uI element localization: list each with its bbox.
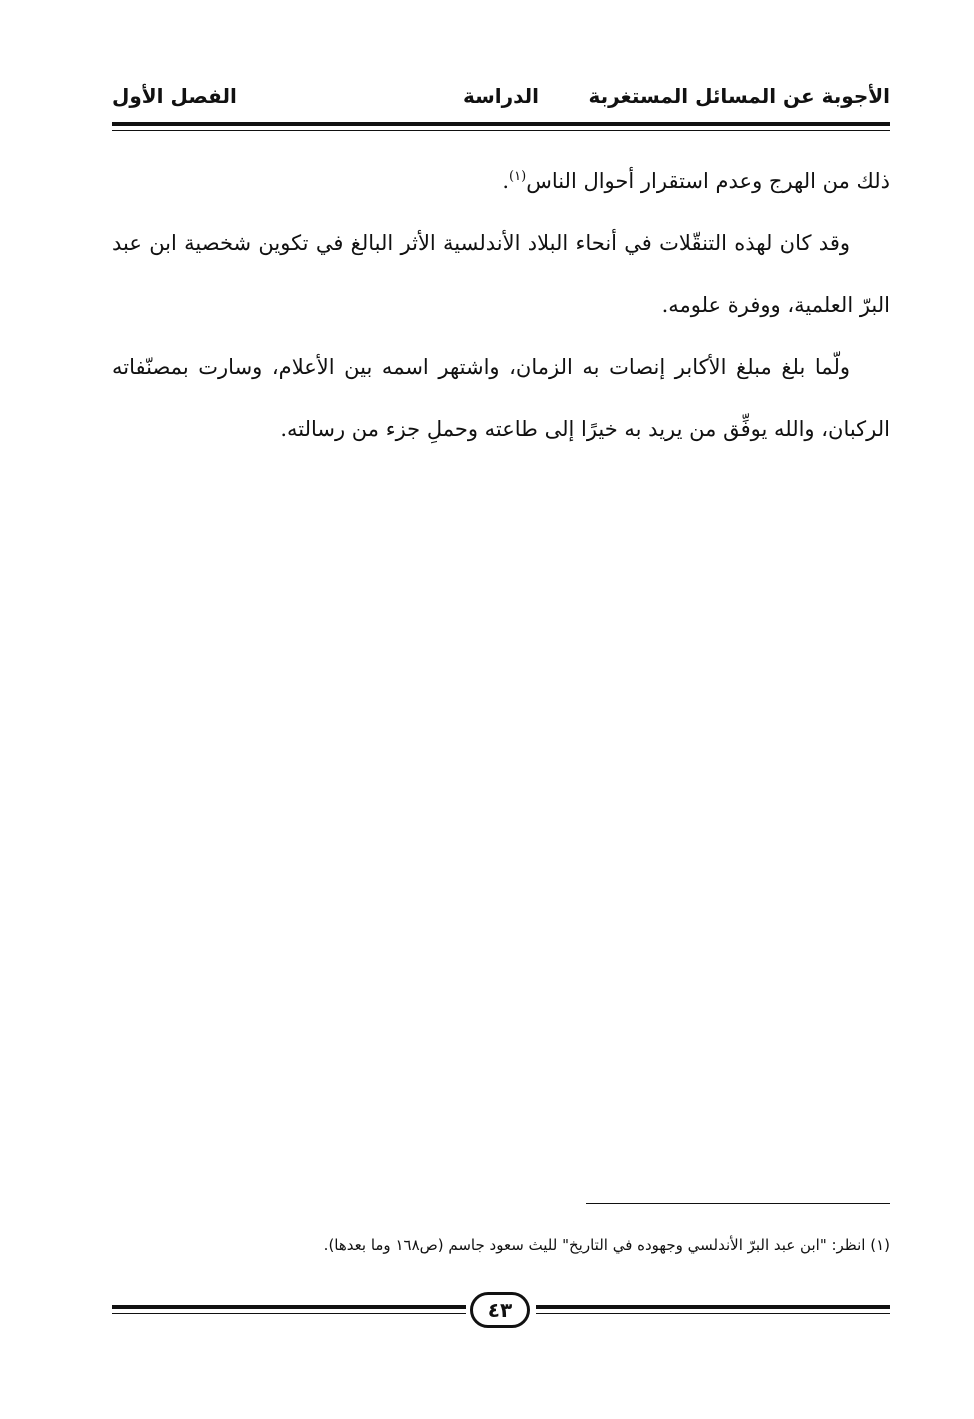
footer-rule-right-thick: [536, 1305, 890, 1309]
footer-rule-left-thin: [112, 1313, 466, 1314]
footer-rule-right-thin: [536, 1313, 890, 1314]
paragraph-2: وقد كان لهذه التنقّلات في أنحاء البلاد الأندلسية الأثر البالغ في تكوين شخصية ابن عبد البرّ العلمية، ووفرة علومه.: [112, 231, 890, 317]
main-text: [112, 150, 890, 460]
paragraph-3: ولّما بلغ مبلغ الأكابر إنصات به الزمان، واشتهر اسمه بين الأعلام، وسارت بمصنّفاته الركبان، والله يوفِّق من يريد به خيرًا إلى طاعته وحملِ جزء من رسالته.: [112, 355, 890, 441]
header-section-title: الدراسة: [462, 84, 540, 108]
footnote-separator: [586, 1203, 890, 1204]
header-rule-thin: [112, 130, 890, 131]
header-chapter-title: الفصل الأول: [112, 84, 237, 108]
header-rule-thick: [112, 122, 890, 126]
paragraph-1: [112, 150, 890, 212]
paragraph-1-text: ذلك من الهرج وعدم استقرار أحوال الناس: [526, 169, 890, 193]
footnote-reference[interactable]: (١): [509, 169, 527, 184]
footnote-1: (١) انظر: "ابن عبد البرّ الأندلسي وجهوده في التاريخ" لليث سعود جاسم (ص١٦٨ وما بعدها).: [323, 1236, 890, 1254]
page-number: ٤٣: [470, 1292, 530, 1328]
paragraph-1-end: .: [502, 169, 510, 193]
header-book-title: الأجوبة عن المسائل المستغربة: [588, 84, 890, 108]
footer-rule-left-thick: [112, 1305, 466, 1309]
running-header: [112, 78, 890, 118]
